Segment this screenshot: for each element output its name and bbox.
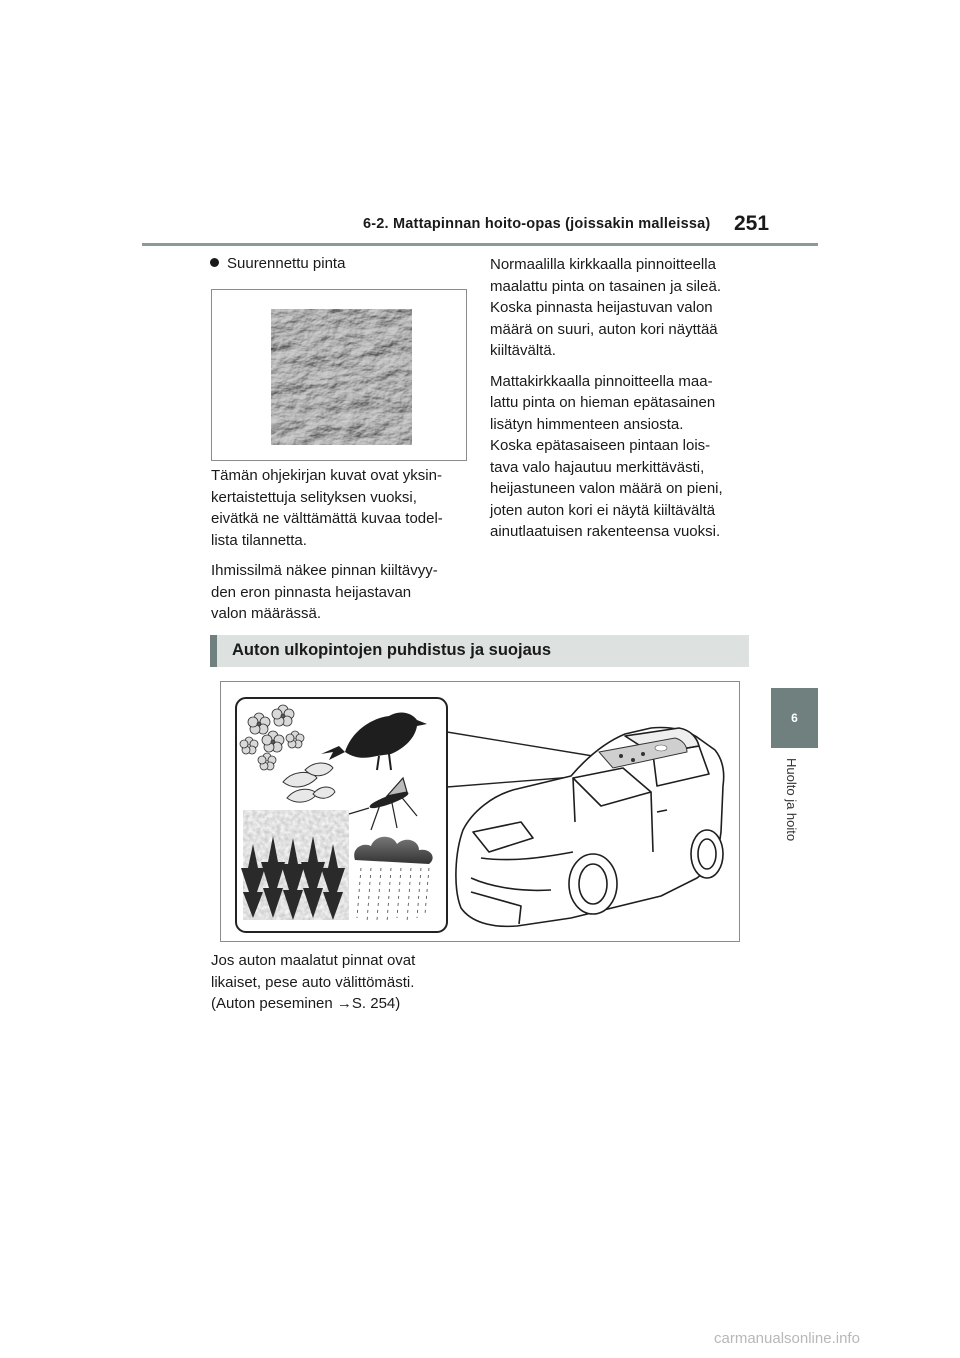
paragraph-wash-instruction: Jos auton maalatut pinnat ovat likaiset, pese auto välittömästi. (Auton peseminen →S. 254): [211, 952, 416, 1012]
chapter-label: Huolto ja hoito: [784, 758, 799, 842]
bullet-item: [210, 255, 345, 272]
paragraph-illustration-note: Tämän ohjekirjan kuvat ovat yksin- kertaistettuja selityksen vuoksi, eivätkä ne välttämättä kuvaa todel- lista tilannetta.: [211, 467, 443, 549]
magnified-surface-image: [212, 290, 466, 460]
paragraph-gloss-perception: Ihmissilmä näkee pinnan kiiltävyy- den eron pinnasta heijastavan valon määrässä.: [211, 562, 438, 622]
header-rule: [142, 243, 818, 246]
car-illustration: [456, 728, 724, 927]
chapter-number: 6: [791, 711, 798, 725]
page-number: 251: [734, 212, 770, 235]
bottom-text: [211, 950, 511, 1024]
chapter-tab[interactable]: [771, 688, 818, 748]
page-header-title: 6-2. Mattapinnan hoito-opas (joissakin malleissa): [363, 216, 711, 232]
bullet-dot-icon: [210, 258, 219, 267]
site-watermark: carmanualsonline.info: [714, 1330, 860, 1347]
bullet-text: Suurennettu pinta: [227, 255, 346, 272]
right-column-text: [490, 254, 752, 552]
paragraph-normal-clear-coat: Normaalilla kirkkaalla pinnoitteella maalattu pinta on tasainen ja sileä. Koska pinnasta heijastuvan valon määrä on suuri, auton kori näyttää kiiltävältä.: [490, 256, 721, 359]
left-column-text: [211, 465, 469, 634]
magnified-surface-figure: [211, 289, 467, 461]
section-heading-text: Auton ulkopintojen puhdistus ja suojaus: [232, 641, 551, 659]
paragraph-matte-clear-coat: Mattakirkkaalla pinnoitteella maa- lattu pinta on hieman epätasainen lisätyn himmenteen ansiosta. Koska epätasaiseen pintaan lois- tava valo hajautuu merkittävästi, heijastuneen valon määrä on pieni, joten auton kori ei näytä kiiltävältä ainutlaatuisen rakenteensa vuoksi.: [490, 372, 723, 540]
exterior-contaminants-figure: [220, 681, 740, 942]
exterior-contaminants-illustration: [221, 682, 739, 941]
callout-line-top: [447, 732, 599, 757]
section-heading: [210, 635, 749, 667]
car-wash-page-reference[interactable]: (Auton peseminen →S. 254): [211, 995, 401, 1012]
